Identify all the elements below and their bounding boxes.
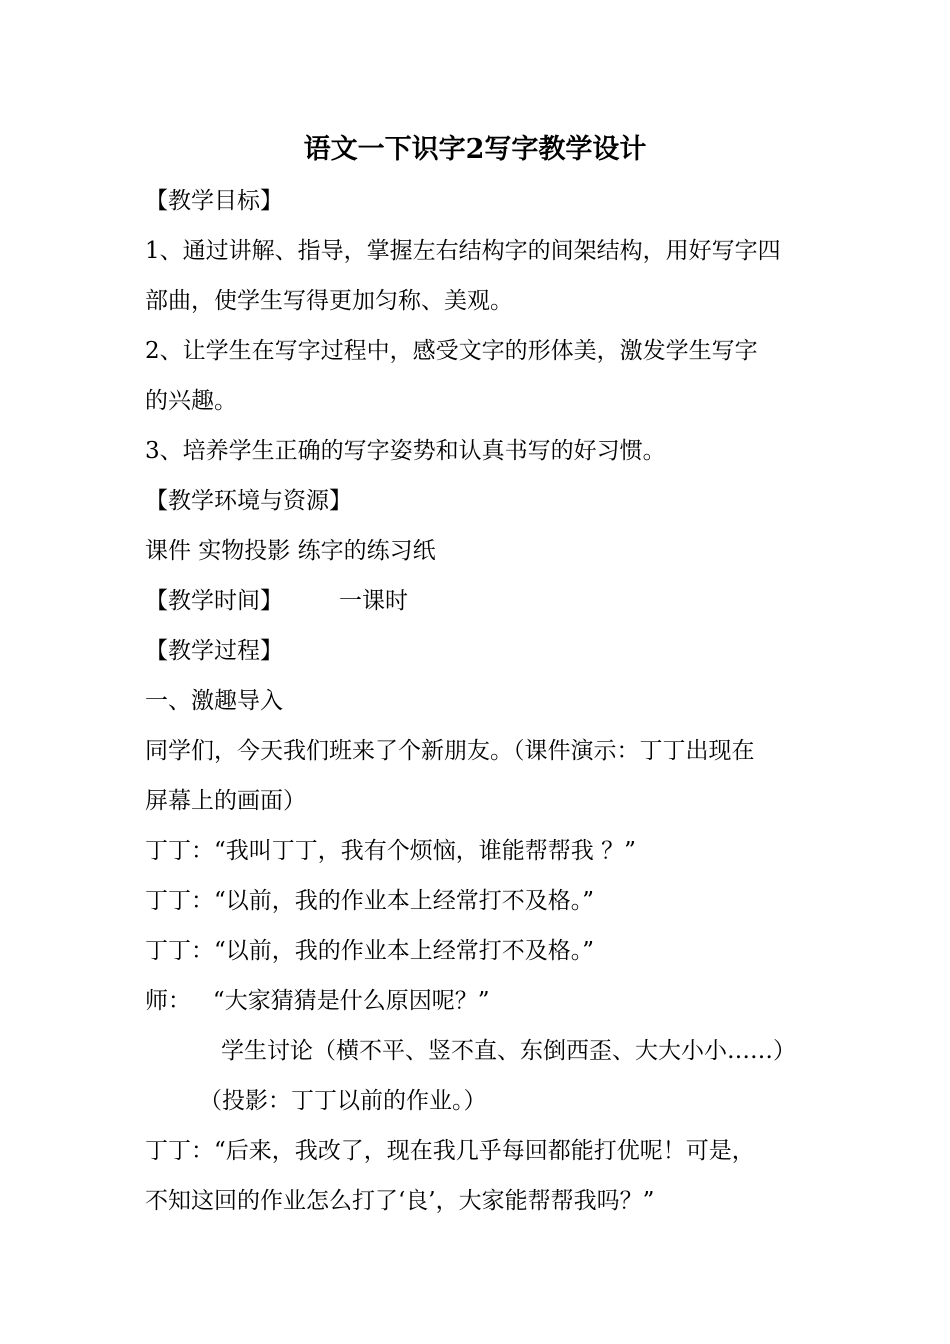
document-body [145,176,810,1226]
dialogue-line: 丁丁：“我叫丁丁，我有个烦恼，谁能帮帮我 ？” [145,838,636,864]
document-title: 语文一下识字2写字教学设计 [303,134,647,165]
dialogue-line: 丁丁：“后来，我改了，现在我几乎每回都能打优呢！可是， [145,1138,755,1164]
objective-2-line-1: 2、让学生在写字过程中，感受文字的形体美，激发学生写字 [145,338,758,364]
section-heading-resources: 【教学环境与资源】 [145,488,352,514]
projection-note: （投影：丁丁以前的作业。） [199,1088,487,1114]
step-heading-intro: 一、激趣导入 [145,688,283,714]
resources-list: 课件 实物投影 练字的练习纸 [145,538,436,564]
section-heading-time: 【教学时间】 [145,588,283,614]
objective-2-line-2: 的兴趣。 [145,388,237,414]
dialogue-line: 丁丁：“以前，我的作业本上经常打不及格。” [145,888,595,914]
objective-1-line-1: 1、通过讲解、指导，掌握左右结构字的间架结构，用好写字四 [145,238,781,264]
objective-3: 3、培养学生正确的写字姿势和认真书写的好习惯。 [145,438,666,464]
objective-1-line-2: 部曲，使学生写得更加匀称、美观。 [145,288,513,314]
dialogue-line: 不知这回的作业怎么打了‘良’，大家能帮帮我吗？” [145,1188,655,1214]
discussion-note: 学生讨论（横不平、竖不直、东倒西歪、大大小小……） [221,1038,796,1064]
teaching-time-value: 一课时 [339,588,408,614]
section-heading-process: 【教学过程】 [145,638,283,664]
dialogue-line: 丁丁：“以前，我的作业本上经常打不及格。” [145,938,595,964]
dialogue-line: 师： “大家猜猜是什么原因呢？” [145,988,490,1014]
paragraph-line: 同学们，今天我们班来了个新朋友。（课件演示：丁丁出现在 [145,738,755,764]
teaching-time-line [145,576,810,626]
section-heading-objectives: 【教学目标】 [145,188,283,214]
paragraph-line: 屏幕上的画面） [145,788,306,814]
